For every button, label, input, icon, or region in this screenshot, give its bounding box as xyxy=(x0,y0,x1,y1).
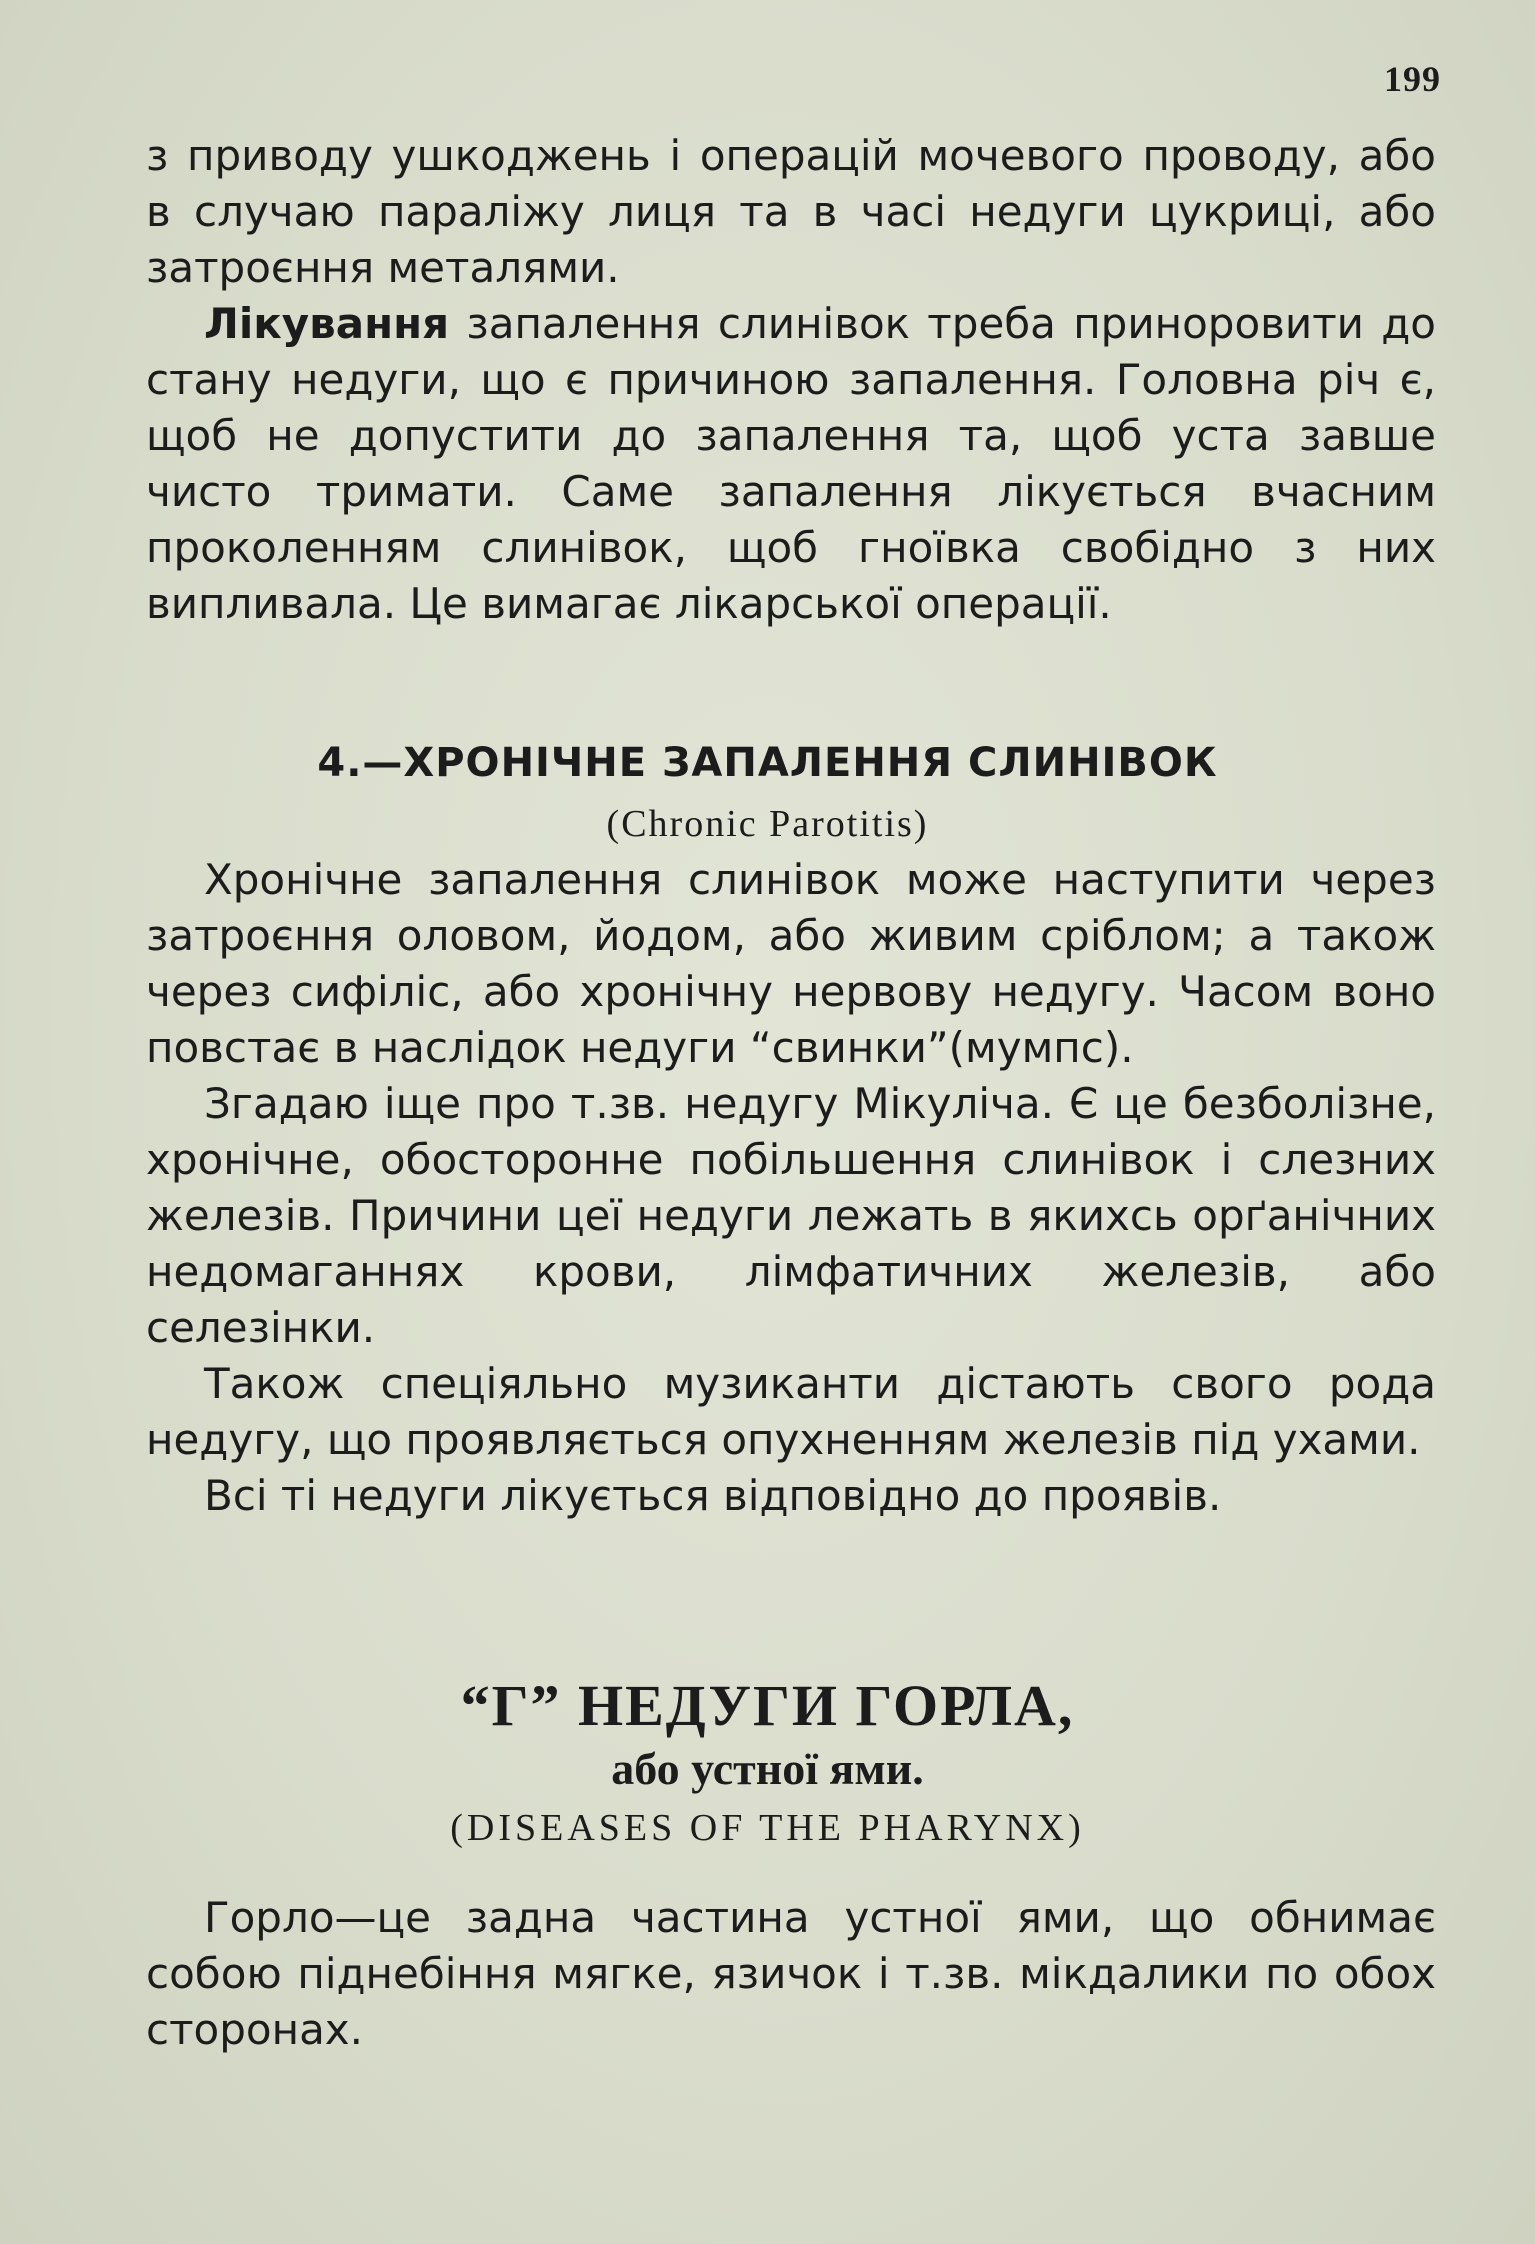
treatment-text: запалення слинівок треба приноровити до стану недуги, що є причиною запалення. Головна річ є, щоб не допустити до запалення та, щоб уста завше чисто тримати. Саме запалення лікується вчасним проколенням слинівок, щоб гноївка свобідно з них випливала. Це вимагає лікарської операції. xyxy=(146,299,1436,628)
section-4-paragraph-4: Всі ті недуги лікується відповідно до проявів. xyxy=(204,1471,1222,1520)
treatment-lead-word: Лікування xyxy=(204,299,450,348)
section-g-english-title: (DISEASES OF THE PHARYNX) xyxy=(450,1807,1085,1849)
section-4-heading: 4.—ХРОНІЧНЕ ЗАПАЛЕННЯ СЛИНІВОК xyxy=(317,740,1218,786)
section-4-paragraph-3: Також спеціяльно музиканти дістають свого рода недугу, що проявляється опухненням железів під ухами. xyxy=(146,1359,1436,1464)
intro-text-block xyxy=(146,128,1436,632)
section-g-heading: “Г” НЕДУГИ ГОРЛА, xyxy=(460,1673,1075,1738)
paragraph-treatment xyxy=(146,296,1436,632)
section-g-subheading: або устної ями. xyxy=(611,1743,924,1794)
section-4-paragraph-1: Хронічне запалення слинівок може наступити через затроєння оловом, йодом, або живим сріблом; а також через сифіліс, або хронічну нервову недугу. Часом воно повстає в наслідок недуги “свинки”(мумпс). xyxy=(146,855,1436,1072)
page-number: 199 xyxy=(1384,59,1441,99)
section-g-paragraph: Горло—це задна частина устної ями, що обнимає собою піднебіння мягке, язичок і т.зв. мікдалики по обох сторонах. xyxy=(146,1893,1436,2054)
section-g-text-block xyxy=(146,1890,1436,2058)
paragraph-continuation: з приводу ушкоджень і операцій мочевого проводу, або в случаю параліжу лиця та в часі недуги цукриці, або затроєння металями. xyxy=(146,131,1436,292)
section-4-subheading: (Chronic Parotitis) xyxy=(606,803,929,845)
section-4-text-block xyxy=(146,852,1436,1524)
section-4-paragraph-2: Згадаю іще про т.зв. недугу Мікуліча. Є це безболізне, хронічне, обосторонне побільшення слинівок і слезних железів. Причини цеї недуги лежать в якихсь орґанічних недомаганнях крови, лімфатичних железів, або селезінки. xyxy=(146,1079,1436,1352)
